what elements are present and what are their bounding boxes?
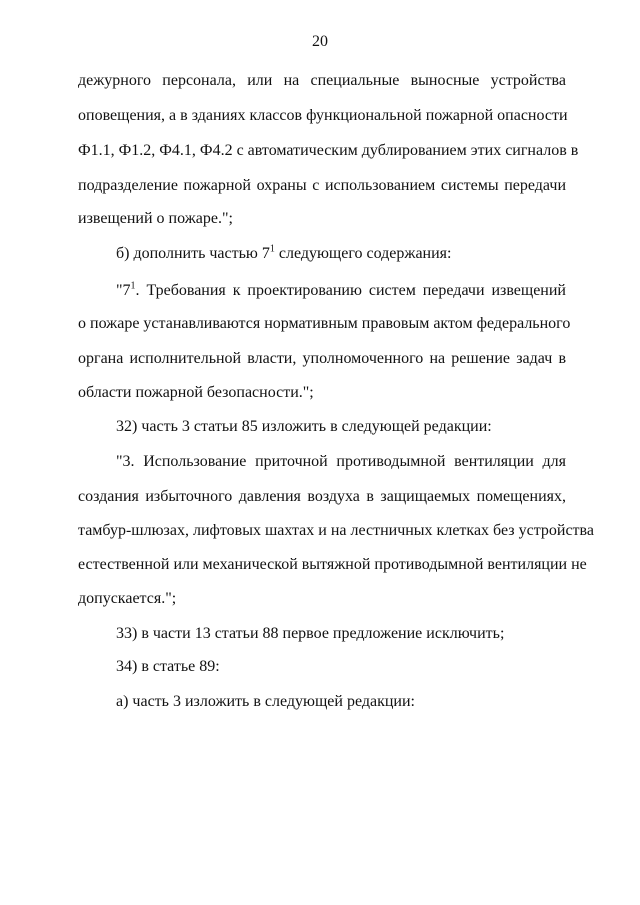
text-line: дежурного персонала, или на специальные выносные устройства (78, 72, 566, 89)
text-line: 32) часть 3 статьи 85 изложить в следующей редакции: (116, 418, 492, 435)
text-line: естественной или механической вытяжной противодымной вентиляции не (78, 556, 587, 573)
text-line: подразделение пожарной охраны с использованием системы передачи (78, 177, 566, 194)
text-line: 34) в статье 89: (116, 658, 220, 675)
text-fragment: . Требования к проектированию систем передачи извещений (135, 282, 566, 299)
text-line: органа исполнительной власти, уполномоченного на решение задач в (78, 350, 566, 367)
text-line (116, 281, 566, 301)
text-fragment: б) дополнить частью 7 (116, 245, 270, 262)
text-line: Ф1.1, Ф1.2, Ф4.1, Ф4.2 с автоматическим дублированием этих сигналов в (78, 142, 579, 159)
text-line: 33) в части 13 статьи 88 первое предложение исключить; (116, 625, 505, 642)
text-line: создания избыточного давления воздуха в защищаемых помещениях, (78, 488, 566, 505)
text-line (116, 244, 566, 264)
text-fragment: "7 (116, 282, 131, 299)
text-line: о пожаре устанавливаются нормативным правовым актом федерального (78, 315, 571, 332)
text-line: извещений о пожаре."; (78, 210, 233, 227)
text-fragment: следующего содержания: (274, 245, 452, 262)
superscript: 1 (130, 280, 136, 292)
text-line: допускается."; (78, 590, 177, 607)
superscript: 1 (269, 243, 275, 255)
text-line: "3. Использование приточной противодымной вентиляции для (116, 453, 566, 470)
page-number: 20 (312, 33, 328, 50)
text-line: тамбур-шлюзах, лифтовых шахтах и на лестничных клетках без устройства (78, 522, 594, 539)
text-line: оповещения, а в зданиях классов функциональной пожарной опасности (78, 107, 568, 124)
text-line: а) часть 3 изложить в следующей редакции: (116, 693, 415, 710)
text-line: области пожарной безопасности."; (78, 384, 314, 401)
